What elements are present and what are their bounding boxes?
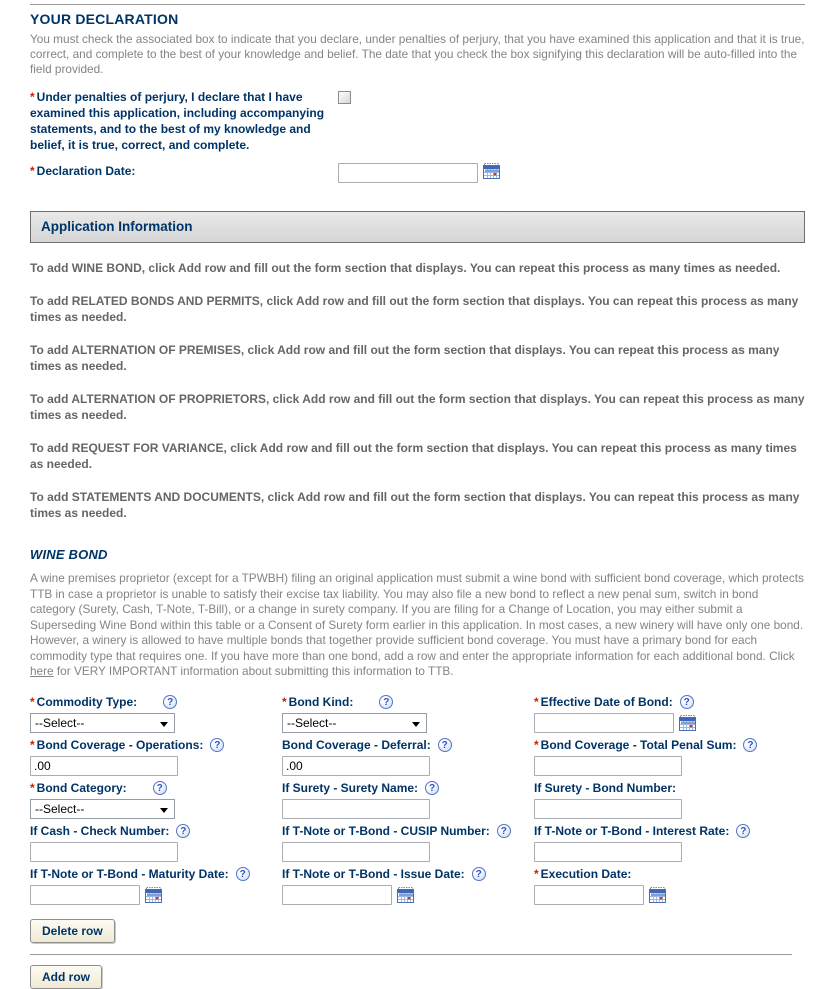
add-row-button[interactable]: Add row xyxy=(30,965,102,989)
row-divider xyxy=(30,954,792,955)
calendar-icon[interactable] xyxy=(649,887,666,903)
instruction-wine-bond: To add WINE BOND, click Add row and fill out the form section that displays. You can repeat this process as many times as needed. xyxy=(30,261,781,275)
required-marker: * xyxy=(534,738,539,752)
perjury-declaration-checkbox[interactable] xyxy=(338,91,351,104)
commodity-type-select[interactable]: --Select-- xyxy=(30,713,175,733)
required-marker: * xyxy=(534,867,539,881)
help-icon[interactable]: ? xyxy=(176,824,190,838)
maturity-date-input[interactable] xyxy=(30,885,140,905)
execution-date-input[interactable] xyxy=(534,885,644,905)
field-bond-kind: * Bond Kind: ? --Select-- xyxy=(282,694,534,734)
help-icon[interactable]: ? xyxy=(680,695,694,709)
declaration-instructions: You must check the associated box to indicate that you declare, under penalties of perjury, that you have examined this application and that it is true, correct, and complete to the best of your knowledge and belief. The date that you check the box signifying this declaration will be auto-filled into the field provided. xyxy=(30,32,805,76)
required-marker: * xyxy=(30,164,35,178)
interest-rate-input[interactable] xyxy=(534,842,682,862)
field-cusip-number: If T-Note or T-Bond - CUSIP Number: ? xyxy=(282,823,534,863)
field-issue-date: If T-Note or T-Bond - Issue Date: ? xyxy=(282,866,534,906)
chevron-down-icon xyxy=(160,808,168,813)
application-information-header: Application Information xyxy=(30,211,805,243)
field-coverage-deferral: Bond Coverage - Deferral: ? .00 xyxy=(282,737,534,777)
top-divider xyxy=(30,4,805,5)
declaration-date-input[interactable] xyxy=(338,163,478,183)
help-icon[interactable]: ? xyxy=(736,824,750,838)
help-icon[interactable]: ? xyxy=(153,781,167,795)
wine-bond-application-page xyxy=(0,4,820,989)
wine-bond-description: A wine premises proprietor (except for a TPWBH) filing an original application must submit a wine bond with sufficient bond coverage, which protects TTB in case a proprietor is unable to satisfy their excise tax liability. You may also file a new bond to reflect a new penal sum, switch in bond category (Surety, Cash, T-Note, T-Bill), or a change in surety company. If you are filing for a Change of Location, you may either submit a Superseding Wine Bond within this table or a Consent of Surety form earlier in this application. In most cases, a new winery will have only one bond. However, a winery is allowed to have multiple bonds that together provide sufficient bond coverage. You must have a primary bond for each commodity type that requires one. If you have more than one bond, add a row and enter the appropriate information for each additional bond. Click here for VERY IMPORTANT information about submitting this information to TTB. xyxy=(30,571,804,678)
instruction-alternation-proprietors: To add ALTERNATION OF PROPRIETORS, click Add row and fill out the form section that displays. You can repeat this process as many times as needed. xyxy=(30,392,805,422)
field-surety-bond-number: If Surety - Bond Number: xyxy=(534,780,786,820)
field-surety-name: If Surety - Surety Name: ? xyxy=(282,780,534,820)
required-marker: * xyxy=(30,90,35,104)
field-cash-check-number: If Cash - Check Number: ? xyxy=(30,823,282,863)
here-link[interactable]: here xyxy=(30,664,54,678)
coverage-deferral-input[interactable] xyxy=(282,756,430,776)
calendar-icon[interactable] xyxy=(483,163,500,179)
coverage-operations-input[interactable] xyxy=(30,756,178,776)
required-marker: * xyxy=(282,695,287,709)
your-declaration-heading: YOUR DECLARATION xyxy=(30,11,179,27)
instruction-statements-documents: To add STATEMENTS AND DOCUMENTS, click Add row and fill out the form section that displays. You can repeat this process as many times as needed. xyxy=(30,490,800,520)
field-coverage-total-penal-sum: * Bond Coverage - Total Penal Sum: ? xyxy=(534,737,786,777)
surety-name-input[interactable] xyxy=(282,799,430,819)
field-effective-date: * Effective Date of Bond: ? xyxy=(534,694,786,734)
help-icon[interactable]: ? xyxy=(438,738,452,752)
chevron-down-icon xyxy=(412,722,420,727)
help-icon[interactable]: ? xyxy=(236,867,250,881)
instruction-alternation-premises: To add ALTERNATION OF PREMISES, click Add row and fill out the form section that displays. You can repeat this process as many times as needed. xyxy=(30,343,780,373)
field-bond-category: * Bond Category: ? --Select-- xyxy=(30,780,282,820)
help-icon[interactable]: ? xyxy=(472,867,486,881)
instruction-request-variance: To add REQUEST FOR VARIANCE, click Add row and fill out the form section that displays. You can repeat this process as many times as needed. xyxy=(30,441,797,471)
issue-date-input[interactable] xyxy=(282,885,392,905)
required-marker: * xyxy=(30,738,35,752)
required-marker: * xyxy=(30,695,35,709)
surety-bond-number-input[interactable] xyxy=(534,799,682,819)
perjury-declaration-row xyxy=(30,89,805,153)
declaration-date-label: * Declaration Date: xyxy=(30,164,136,178)
wine-bond-heading: WINE BOND xyxy=(30,547,108,562)
cash-check-number-input[interactable] xyxy=(30,842,178,862)
help-icon[interactable]: ? xyxy=(163,695,177,709)
effective-date-input[interactable] xyxy=(534,713,674,733)
instruction-related-bonds: To add RELATED BONDS AND PERMITS, click Add row and fill out the form section that displays. You can repeat this process as many times as needed. xyxy=(30,294,799,324)
field-maturity-date: If T-Note or T-Bond - Maturity Date: ? xyxy=(30,866,282,906)
field-execution-date: * Execution Date: xyxy=(534,866,786,906)
calendar-icon[interactable] xyxy=(679,715,696,731)
bond-category-select[interactable]: --Select-- xyxy=(30,799,175,819)
cusip-number-input[interactable] xyxy=(282,842,430,862)
coverage-total-penal-sum-input[interactable] xyxy=(534,756,682,776)
perjury-declaration-label: * Under penalties of perjury, I declare that I have examined this application, including accompanying statements, and to the best of my knowledge and belief, it is true, correct, and complete. xyxy=(30,90,325,152)
bond-kind-select[interactable]: --Select-- xyxy=(282,713,427,733)
wine-bond-form xyxy=(30,694,805,906)
field-interest-rate: If T-Note or T-Bond - Interest Rate: ? xyxy=(534,823,786,863)
field-commodity-type: * Commodity Type: ? --Select-- xyxy=(30,694,282,734)
help-icon[interactable]: ? xyxy=(379,695,393,709)
chevron-down-icon xyxy=(160,722,168,727)
field-coverage-operations: * Bond Coverage - Operations: ? .00 xyxy=(30,737,282,777)
required-marker: * xyxy=(534,695,539,709)
declaration-date-row xyxy=(30,163,805,183)
delete-row-button[interactable]: Delete row xyxy=(30,919,115,943)
help-icon[interactable]: ? xyxy=(425,781,439,795)
calendar-icon[interactable] xyxy=(397,887,414,903)
required-marker: * xyxy=(30,781,35,795)
help-icon[interactable]: ? xyxy=(497,824,511,838)
help-icon[interactable]: ? xyxy=(743,738,757,752)
calendar-icon[interactable] xyxy=(145,887,162,903)
help-icon[interactable]: ? xyxy=(210,738,224,752)
